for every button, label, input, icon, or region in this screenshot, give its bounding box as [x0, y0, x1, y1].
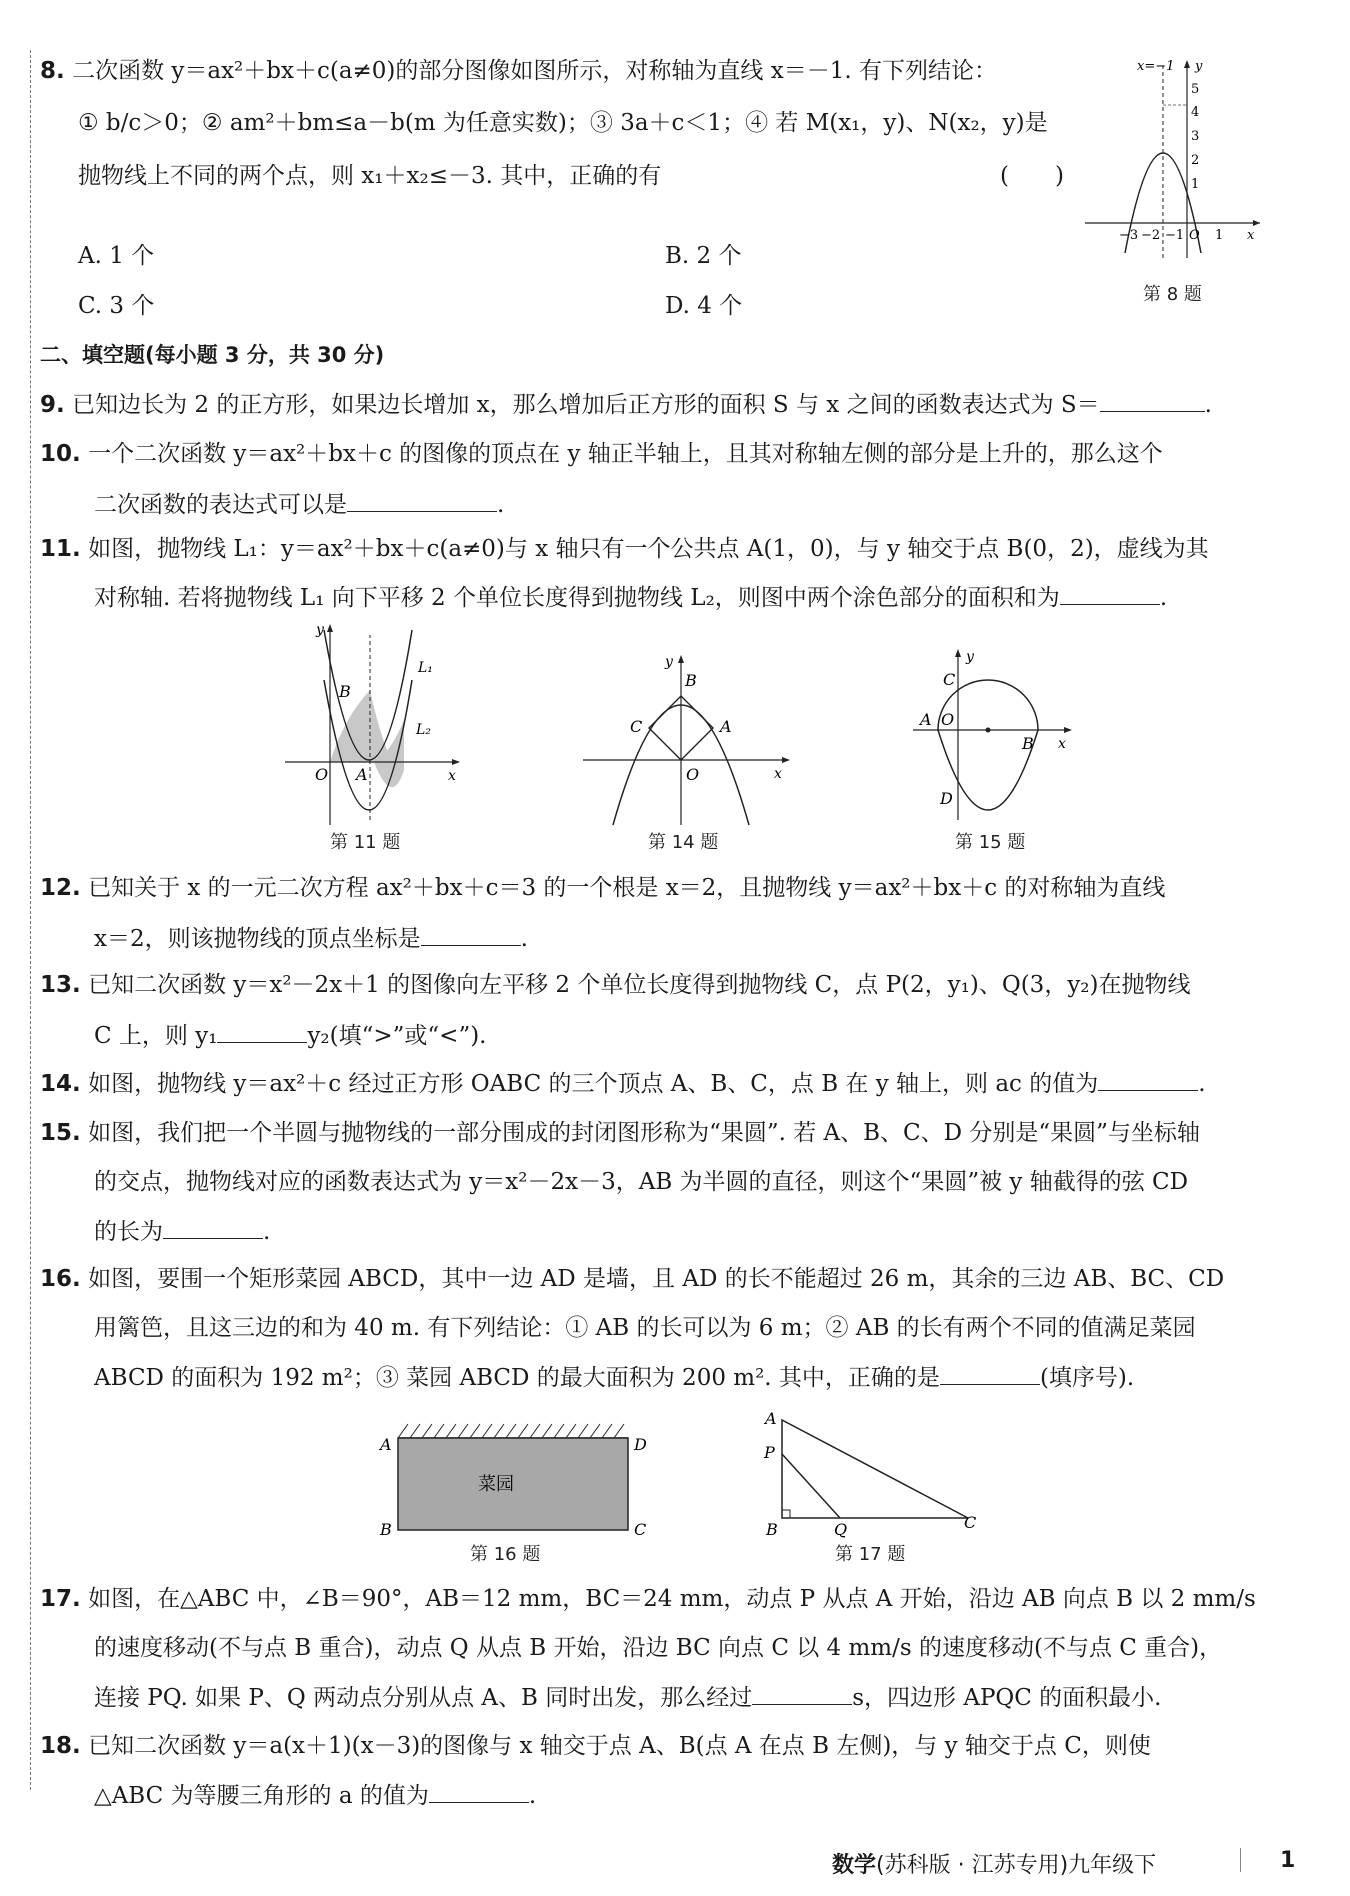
figure-q8-caption: 第 8 题 [1143, 284, 1202, 305]
x-axis-label: x [1058, 736, 1066, 752]
semicircle-center-dot [986, 728, 991, 733]
q16-line1: 16. 如图，要围一个矩形菜园 ABCD，其中一边 AD 是墙，且 AD 的长不能超过 26 m，其余的三边 AB、BC、CD [40, 1266, 1225, 1292]
q15-line2: 的交点，抛物线对应的函数表达式为 y＝x²－2x－3，AB 为半圆的直径，则这个“果圆”被 y 轴截得的弦 CD [94, 1169, 1189, 1195]
figure-q17-caption: 第 17 题 [835, 1544, 906, 1565]
figure-q11-caption: 第 11 题 [330, 832, 401, 853]
q16-answer-blank [940, 1366, 1040, 1385]
q8-answer-paren: ( ) [1000, 163, 1064, 189]
x-tick-neg1: −1 [1165, 228, 1185, 243]
figure-q14 [578, 650, 793, 830]
page-number: 1 [1280, 1848, 1296, 1873]
point-D-label: D [634, 1435, 647, 1454]
x-axis-arrow [1253, 220, 1260, 226]
q10-line2: 二次函数的表达式可以是 . [94, 492, 505, 518]
figure-q15-caption: 第 15 题 [955, 832, 1026, 853]
right-angle-mark [782, 1510, 790, 1518]
x-axis-arrow [782, 757, 790, 763]
y-axis-label: y [1195, 59, 1203, 74]
q9-answer-blank [1100, 393, 1205, 412]
x-axis-arrow [452, 759, 460, 765]
point-A-label: A [920, 710, 932, 729]
point-B-label: B [766, 1520, 778, 1539]
L1-label: L₁ [418, 660, 433, 676]
y-axis-label: y [665, 654, 673, 670]
point-C-label: C [964, 1513, 977, 1532]
figure-q17 [760, 1408, 985, 1538]
q8-line1: 8. 二次函数 y＝ax²＋bx＋c(a≠0)的部分图像如图所示，对称轴为直线 x＝－1. 有下列结论： [40, 58, 997, 84]
point-P-label: P [764, 1443, 775, 1462]
figure-q15 [908, 645, 1078, 825]
q17-line1: 17. 如图，在△ABC 中，∠B＝90°，AB＝12 mm，BC＝24 mm，动点 P 从点 A 开始，沿边 AB 向点 B 以 2 mm/s [40, 1586, 1256, 1612]
figure-q16 [380, 1418, 645, 1543]
q12-answer-blank [421, 927, 521, 946]
q17-line2: 的速度移动(不与点 B 重合)，动点 Q 从点 B 开始，沿边 BC 向点 C 以 4 mm/s 的速度移动(不与点 C 重合)， [94, 1635, 1223, 1661]
q10-answer-blank [347, 493, 497, 512]
y-axis-label: y [966, 649, 974, 665]
point-A-label: A [356, 765, 368, 784]
point-C-label: C [943, 670, 956, 689]
q9: 9. 已知边长为 2 的正方形，如果边长增加 x，那么增加后正方形的面积 S 与 x 之间的函数表达式为 S＝ . [40, 392, 1212, 418]
x-axis-label: x [774, 766, 782, 782]
figure-q11 [280, 620, 465, 830]
y-tick-5: 5 [1191, 82, 1200, 97]
y-tick-4: 4 [1191, 105, 1200, 120]
q8-option-d: D. 4 个 [665, 293, 743, 319]
x-axis-label: x [448, 768, 456, 784]
q11-line2: 对称轴. 若将抛物线 L₁ 向下平移 2 个单位长度得到抛物线 L₂，则图中两个涂色部分的面积和为 . [94, 585, 1168, 611]
point-A-label: A [765, 1409, 777, 1428]
q11-answer-blank [1060, 586, 1160, 605]
triangle-ABC [782, 1420, 968, 1518]
origin-label: O [315, 765, 329, 784]
point-A-label: A [380, 1435, 392, 1454]
q16-line3: ABCD 的面积为 192 m²；③ 菜园 ABCD 的最大面积为 200 m². 其中，正确的是 (填序号). [94, 1365, 1135, 1391]
q15-line3: 的长为 . [94, 1219, 271, 1245]
y-axis-label: y [316, 622, 324, 638]
q18-answer-blank [429, 1784, 529, 1803]
q15-line1: 15. 如图，我们把一个半圆与抛物线的一部分围成的封闭图形称为“果圆”. 若 A、B、C、D 分别是“果圆”与坐标轴 [40, 1120, 1200, 1146]
L2-label: L₂ [416, 722, 431, 738]
y-axis-arrow [327, 624, 333, 632]
garden-label: 菜园 [478, 1474, 514, 1495]
figure-q14-caption: 第 14 题 [648, 832, 719, 853]
q8-line2: ① b/c＞0；② am²＋bm≤a－b(m 为任意实数)；③ 3a＋c＜1；④ 若 M(x₁，y)、N(x₂，y)是 [78, 110, 1048, 136]
q8-line3: 抛物线上不同的两个点，则 x₁＋x₂≤－3. 其中，正确的有 [78, 163, 662, 189]
q10-line1: 10. 一个二次函数 y＝ax²＋bx＋c 的图像的顶点在 y 轴正半轴上，且其对称轴左侧的部分是上升的，那么这个 [40, 441, 1163, 467]
y-tick-3: 3 [1191, 129, 1200, 144]
point-B-label: B [339, 682, 351, 701]
y-axis-arrow [955, 649, 961, 657]
q16-line2: 用篱笆，且这三边的和为 40 m. 有下列结论：① AB 的长可以为 6 m；② AB 的长有两个不同的值满足菜园 [94, 1315, 1196, 1341]
x-tick-1: 1 [1215, 228, 1224, 243]
q8-option-c: C. 3 个 [78, 293, 155, 319]
point-C-label: C [630, 717, 643, 736]
q17-line3: 连接 PQ. 如果 P、Q 两动点分别从点 A、B 同时出发，那么经过 s，四边形 APQC 的面积最小. [94, 1685, 1162, 1711]
point-B-label: B [380, 1520, 392, 1539]
q18-line1: 18. 已知二次函数 y＝a(x＋1)(x－3)的图像与 x 轴交于点 A、B(点 A 在点 B 左侧)，与 y 轴交于点 C，则使 [40, 1733, 1151, 1759]
y-tick-1: 1 [1191, 177, 1200, 192]
q13-line2: C 上，则 y₁ y₂(填“>”或“<”). [94, 1023, 487, 1049]
q12-line1: 12. 已知关于 x 的一元二次方程 ax²＋bx＋c＝3 的一个根是 x＝2，且抛物线 y＝ax²＋bx＋c 的对称轴为直线 [40, 875, 1166, 901]
origin-label: O [941, 710, 955, 729]
q18-line2: △ABC 为等腰三角形的 a 的值为 . [94, 1783, 537, 1809]
footer-book-title: 数学(苏科版 · 江苏专用)九年级下 [832, 1853, 1157, 1878]
x-axis-arrow [1064, 727, 1072, 733]
x-tick-neg3: −3 [1119, 228, 1139, 243]
q8-option-b: B. 2 个 [665, 243, 742, 269]
section-heading: 二、填空题(每小题 3 分，共 30 分) [40, 343, 385, 367]
point-B-label: B [685, 671, 697, 690]
origin-label: O [1189, 228, 1200, 243]
point-Q-label: Q [834, 1520, 848, 1539]
q11-line1: 11. 如图，抛物线 L₁：y＝ax²＋bx＋c(a≠0)与 x 轴只有一个公共点 A(1，0)，与 y 轴交于点 B(0，2)，虚线为其 [40, 536, 1209, 562]
q17-answer-blank [752, 1686, 852, 1705]
q14: 14. 如图，抛物线 y＝ax²＋c 经过正方形 OABC 的三个顶点 A、B、C，点 B 在 y 轴上，则 ac 的值为 . [40, 1071, 1206, 1097]
q12-line2: x＝2，则该抛物线的顶点坐标是 . [94, 926, 528, 952]
wall-hatching [398, 1424, 624, 1438]
x-tick-neg2: −2 [1141, 228, 1161, 243]
footer-divider [1240, 1848, 1241, 1872]
figure-q8-parabola [1085, 58, 1270, 273]
point-B-label: B [1022, 734, 1034, 753]
segment-PQ [782, 1454, 840, 1518]
point-D-label: D [940, 789, 953, 808]
q13-line1: 13. 已知二次函数 y＝x²－2x＋1 的图像向左平移 2 个单位长度得到抛物线 C，点 P(2，y₁)、Q(3，y₂)在抛物线 [40, 972, 1191, 998]
margin-rule [30, 50, 32, 1790]
y-axis-arrow [678, 655, 684, 663]
point-A-label: A [720, 717, 732, 736]
q15-answer-blank [163, 1220, 263, 1239]
point-C-label: C [634, 1520, 647, 1539]
symmetry-axis-label: x=−1 [1137, 59, 1175, 74]
q14-answer-blank [1098, 1072, 1198, 1091]
y-tick-2: 2 [1191, 153, 1200, 168]
origin-label: O [686, 765, 700, 784]
q13-answer-blank [217, 1024, 307, 1043]
x-axis-label: x [1247, 228, 1255, 243]
figure-q16-caption: 第 16 题 [470, 1544, 541, 1565]
y-axis-arrow [1184, 60, 1190, 68]
q8-option-a: A. 1 个 [78, 243, 155, 269]
